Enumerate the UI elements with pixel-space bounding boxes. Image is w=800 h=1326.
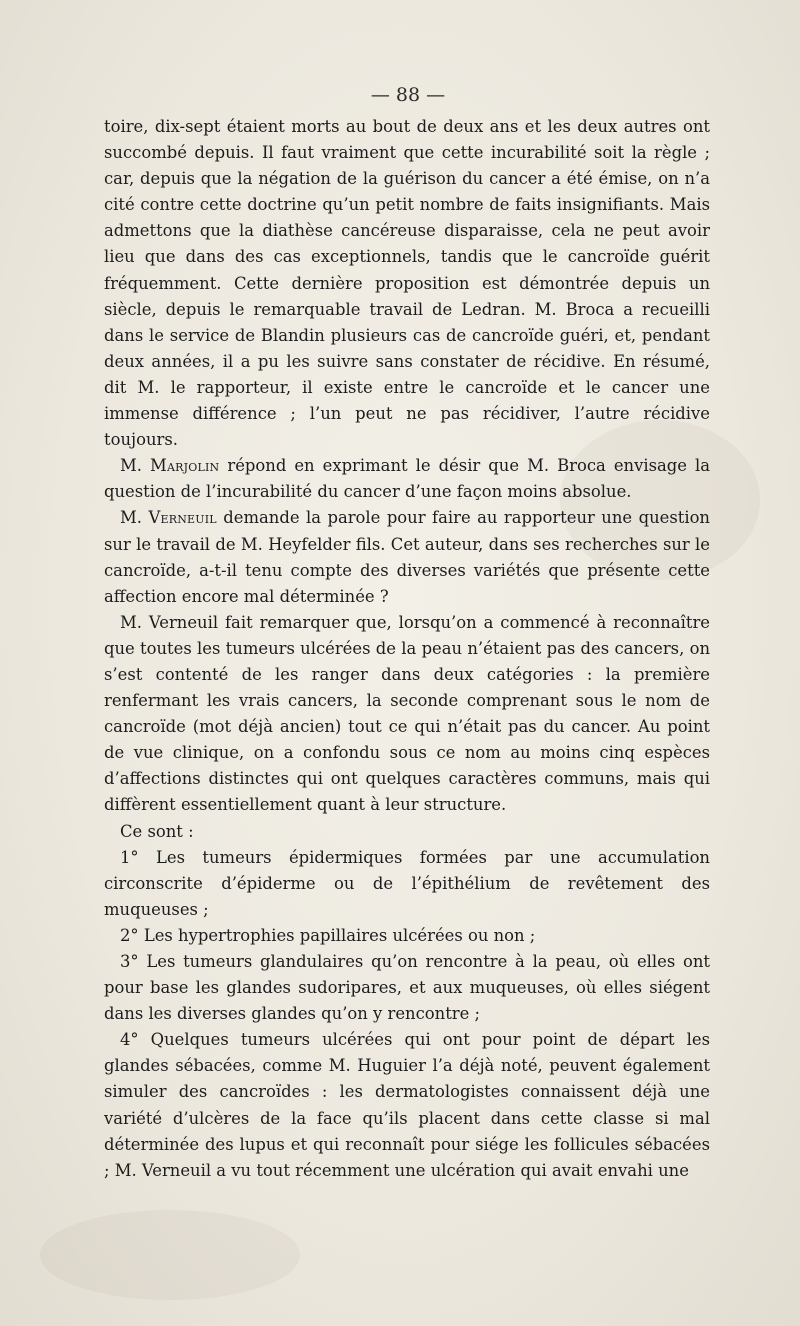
list-item-3: 3° Les tumeurs glandulaires qu’on rencontre à la peau, où elles ont pour base les glandes sudoripares, et aux muqueuses, où elles siégent dans les diverses glandes qu’on y rencontre ; <box>104 952 710 1024</box>
speaker-title: M. <box>120 508 142 528</box>
page-number: — 88 — <box>370 84 446 106</box>
paragraph-broca-incurability: toire, dix-sept étaient morts au bout de deux ans et les deux autres ont succombé depuis. Il faut vraiment que cette incurabilité soit la règle ; car, depuis que la négation de la guérison du cancer a été émise, on n’a cité contre cette doctrine qu’un petit nombre de faits insignifiants. Mais admettons que la diathèse cancéreuse disparaisse, cela ne peut avoir lieu que dans des cas exceptionnels, tandis que le cancroïde guérit fréquemment. Cette dernière proposition est démontrée depuis un siècle, depuis le remarquable travail de Ledran. M. Broca a recueilli dans le service de Blandin plusieurs cas de cancroïde guéri, et, pendant deux années, il a pu les suivre sans constater de récidive. En résumé, dit M. le rapporteur, il existe entre le cancroïde et le cancer une immense différence ; l’un peut ne pas récidiver, l’autre récidive toujours. <box>104 117 710 450</box>
paragraph-marjolin-text: répond en exprimant le désir que M. Broca envisage la question de l’incurabilité du cancer d’une façon moins absolue. <box>104 456 710 502</box>
speaker-title: M. <box>120 456 142 476</box>
list-item-1: 1° Les tumeurs épidermiques formées par une accumulation circonscrite d’épiderme ou de l’épithélium de revêtement des muqueuses ; <box>104 847 710 919</box>
list-item-2: 2° Les hypertrophies papillaires ulcérées ou non ; <box>120 925 536 945</box>
paper-stain <box>40 1210 300 1300</box>
paragraph-verneuil-remarks: M. Verneuil fait remarquer que, lorsqu’on a commencé à reconnaître que toutes les tumeurs ulcérées de la peau n’étaient pas des cancers, on s’est contenté de les ranger dans deux catégories : la première renfermant les vrais cancers, la seconde comprenant sous le nom de cancroïde (mot déjà ancien) tout ce qui n’était pas du cancer. Au point de vue clinique, on a confondu sous ce nom au moins cinq espèces d’affections distinctes qui ont quelques caractères communs, mais qui diffèrent essentiellement quant à leur structure. <box>104 612 710 815</box>
list-item-4: 4° Quelques tumeurs ulcérées qui ont pour point de départ les glandes sébacées, comme M. Huguier l’a déjà noté, peuvent également simuler des cancroïdes : les dermatologistes connaissent déjà une variété d’ulcères de la face qu’ils placent dans cette classe si mal déterminée des lupus et qui reconnaît pour siége les follicules sébacées ; M. Verneuil a vu tout récemment une ulcération qui avait envahi une <box>104 1030 710 1180</box>
paragraph-verneuil-question-text: demande la parole pour faire au rapporteur une question sur le travail de M. Heyfelder fils. Cet auteur, dans ses recherches sur le cancroïde, a-t-il tenu compte des diverses variétés que présente cette affection encore mal déterminée ? <box>104 508 710 606</box>
speaker-name-verneuil: Verneuil <box>148 508 217 528</box>
body-text <box>104 114 710 1184</box>
paragraph-verneuil-question <box>104 505 710 609</box>
paragraph-marjolin <box>104 453 710 505</box>
paragraph-list-intro: Ce sont : <box>120 821 194 841</box>
speaker-name-marjolin: Marjolin <box>150 456 220 476</box>
